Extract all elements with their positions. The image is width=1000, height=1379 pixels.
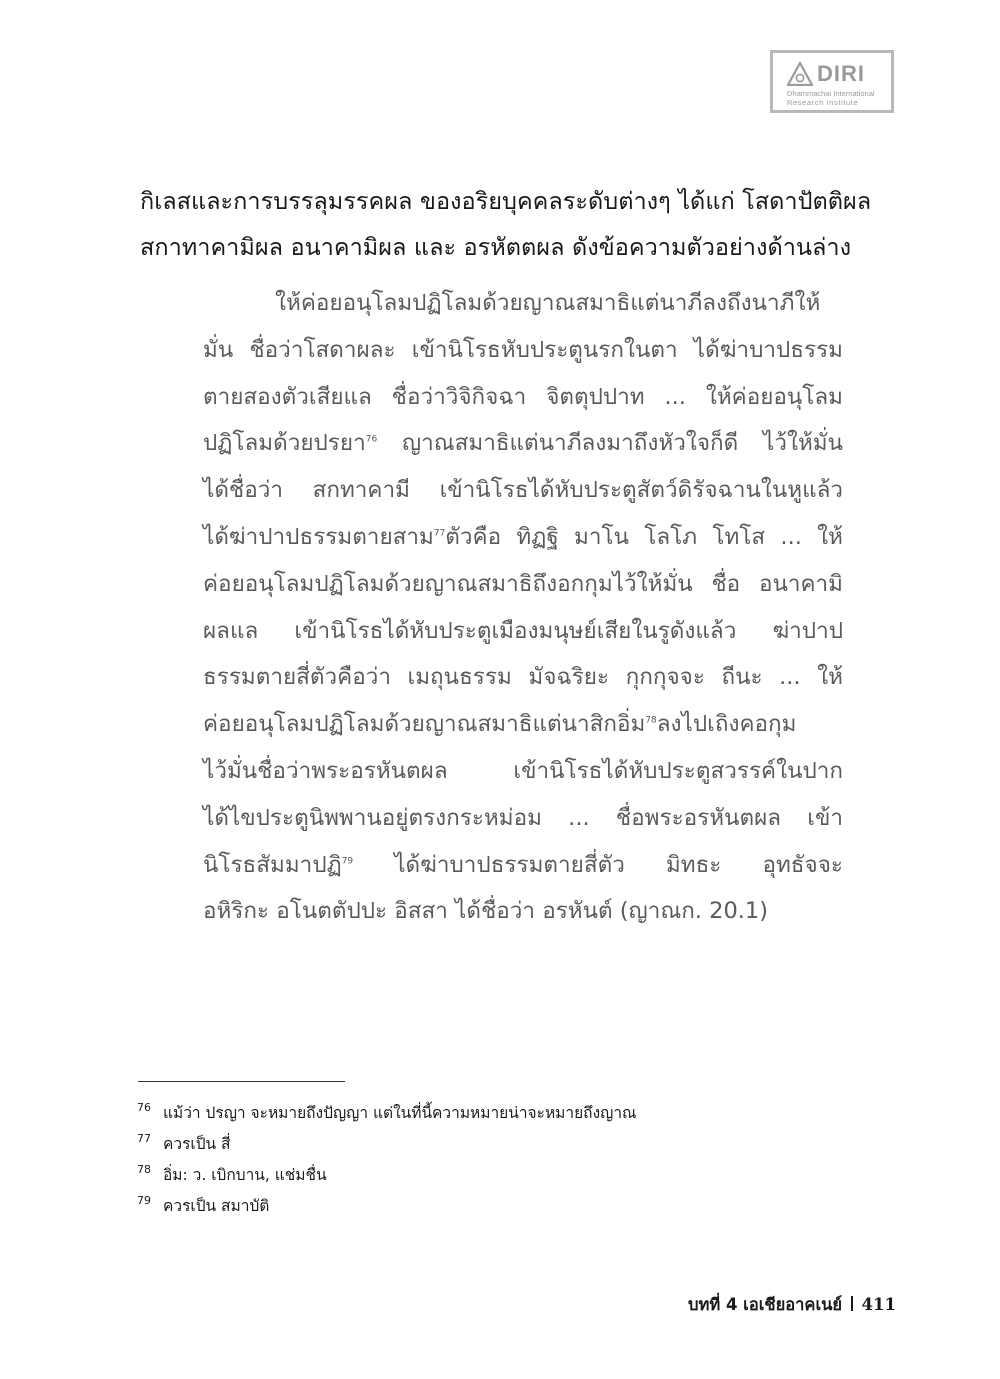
footnote-text: อิ่ม: ว. เบิกบาน, แช่มชื่น xyxy=(163,1166,327,1184)
footnote-item xyxy=(137,1129,897,1160)
footnote-text: ควรเป็น สี่ xyxy=(163,1135,231,1153)
footnote-ref-76[interactable]: 76 xyxy=(365,434,378,445)
logo-subtitle-1: Dhammachai International xyxy=(787,89,875,98)
quote-text: ตัวคือ ทิฏฐิ มาโน โลโภ โทโส ... ให้ xyxy=(445,523,843,550)
footnote-number: 76 xyxy=(137,1101,151,1114)
footnote-number: 79 xyxy=(137,1194,151,1207)
quote-text: ค่อยอนุโลมปฏิโลมด้วยญาณสมาธิแต่นาสิกอิ่ม xyxy=(203,711,646,738)
footnote-ref-79[interactable]: 79 xyxy=(341,856,354,867)
quote-text: นิโรธสัมมาปฏิ xyxy=(203,851,342,878)
intro-paragraph xyxy=(140,178,920,270)
logo-name: DIRI xyxy=(817,61,865,86)
footnote-text: แม้ว่า ปรญา จะหมายถึงปัญญา แต่ในที่นี้ความหมายน่าจะหมายถึงญาณ xyxy=(163,1104,637,1122)
dhammachai-triangle-icon xyxy=(787,62,813,86)
footnote-divider xyxy=(138,1081,345,1082)
quote-line xyxy=(203,420,843,467)
quote-line: ได้ชื่อว่า สกทาคามี เข้านิโรธได้หับประตูสัตว์ดิรัจฉานในหูแล้ว xyxy=(203,477,843,504)
footnotes xyxy=(137,1098,897,1222)
footnote-number: 78 xyxy=(137,1163,151,1176)
diri-logo xyxy=(770,50,894,113)
quote-text: ญาณสมาธิแต่นาภีลงมาถึงหัวใจก็ดี ไว้ให้มั่น xyxy=(377,430,843,457)
footnote-ref-77[interactable]: 77 xyxy=(433,528,446,539)
quote-text: ปฏิโลมด้วยปรยา xyxy=(203,430,366,457)
quote-line: ตายสองตัวเสียแล ชื่อว่าวิจิกิจฉา จิตตุปปาท ... ให้ค่อยอนุโลม xyxy=(203,383,843,410)
quote-line: ธรรมตายสี่ตัวคือว่า เมถุนธรรม มัจฉริยะ กุกกุจจะ ถีนะ ... ให้ xyxy=(203,664,843,691)
intro-line: สกาทาคามิผล อนาคามิผล และ อรหัตตผล ดังข้อความตัวอย่างด้านล่าง xyxy=(140,233,852,261)
footnote-item xyxy=(137,1191,897,1222)
quote-line: อหิริกะ อโนตตัปปะ อิสสา ได้ชื่อว่า อรหันต์ (ญาณก. 20.1) xyxy=(203,898,769,925)
quote-line: ให้ค่อยอนุโลมปฏิโลมด้วยญาณสมาธิแต่นาภีลงถึงนาภีให้ xyxy=(275,290,821,316)
intro-line: กิเลสและการบรรลุมรรคผล ของอริยบุคคลระดับต่างๆ ได้แก่ โสดาปัตติผล xyxy=(140,187,872,215)
quote-text: ได้ฆ่าบาปธรรมตายสี่ตัว มิทธะ อุทธัจจะ xyxy=(353,851,843,878)
chapter-title: บทที่ 4 เอเชียอาคเนย์ xyxy=(687,1295,843,1314)
quote-text: ได้ฆ่าปาปธรรมตายสาม xyxy=(203,523,434,550)
footnote-item xyxy=(137,1160,897,1191)
footnote-number: 77 xyxy=(137,1132,151,1145)
quote-line xyxy=(203,842,843,889)
block-quote xyxy=(203,280,843,935)
page-footer xyxy=(688,1290,896,1320)
quote-line: ได้ไขประตูนิพพานอยู่ตรงกระหม่อม ... ชื่อพระอรหันตผล เข้า xyxy=(203,804,843,831)
quote-text: ลงไปเถิงคอกุม xyxy=(656,711,797,738)
footnote-ref-78[interactable]: 78 xyxy=(645,715,657,726)
logo-subtitle-2: Research Institute xyxy=(787,98,859,107)
quote-line xyxy=(203,701,843,748)
quote-line: ไว้มั่นชื่อว่าพระอรหันตผล เข้านิโรธได้หับประตูสวรรค์ในปาก xyxy=(203,757,843,784)
quote-line: มั่น ชื่อว่าโสดาผละ เข้านิโรธหับประตูนรกในตา ได้ฆ่าบาปธรรม xyxy=(203,336,843,363)
footnote-text: ควรเป็น สมาบัติ xyxy=(163,1197,270,1215)
quote-line: ผลแล เข้านิโรธได้หับประตูเมืองมนุษย์เสียในรูดังแล้ว ฆ่าปาป xyxy=(203,617,843,644)
footnote-item xyxy=(137,1098,897,1129)
footer-separator xyxy=(851,1296,853,1311)
page-number: 411 xyxy=(861,1295,896,1314)
quote-line xyxy=(203,514,843,561)
quote-line: ค่อยอนุโลมปฏิโลมด้วยญาณสมาธิถึงอกกุมไว้ให้มั่น ชื่อ อนาคามิ xyxy=(203,570,843,597)
